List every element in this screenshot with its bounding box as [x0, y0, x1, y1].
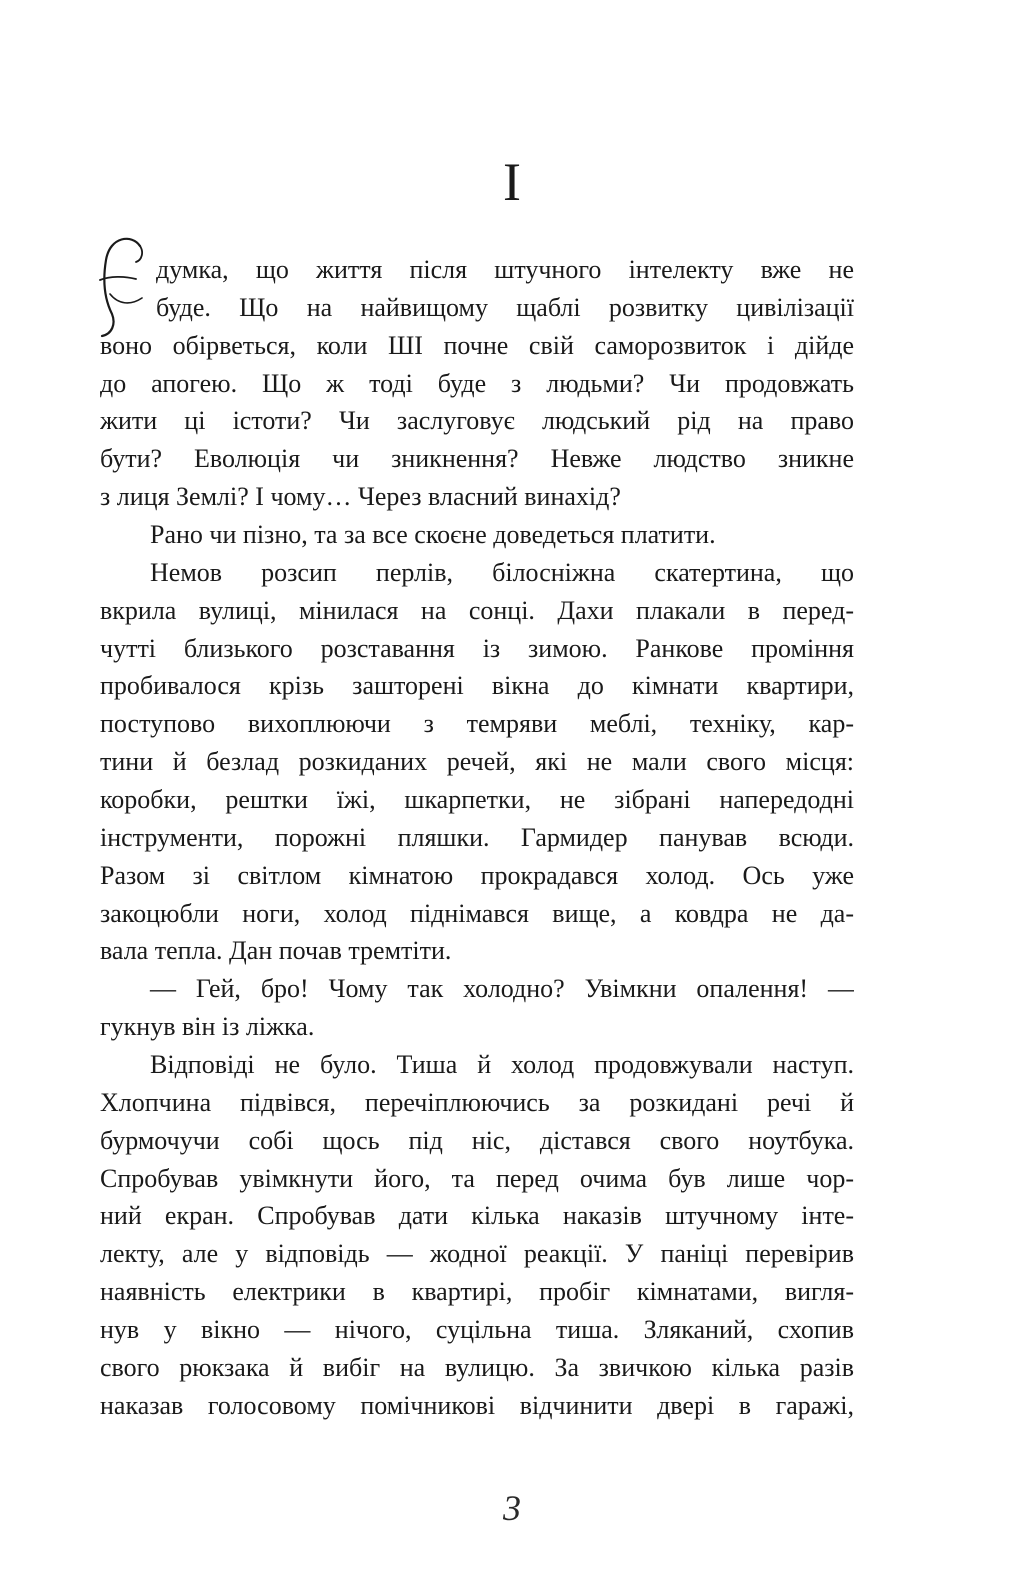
text-line: коробки, рештки їжі, шкарпетки, не зібрані напередодні	[100, 785, 854, 815]
text-line: Спробував увімкнути його, та перед очима був лише чор-	[100, 1163, 854, 1193]
chapter-title: I	[503, 152, 521, 212]
text-line: свого рюкзака й вибіг на вулицю. За звичкою кілька разів	[100, 1352, 854, 1382]
text-line: думка, що життя після штучного інтелекту вже не	[156, 255, 854, 284]
text-line: нув у вікно — нічого, суцільна тиша. Зляканий, схопив	[100, 1315, 854, 1345]
text-line: Відповіді не було. Тиша й холод продовжували наступ.	[150, 1050, 854, 1080]
text-line: Разом зі світлом кімнатою прокрадався холод. Ось уже	[100, 860, 854, 890]
text-line: наказав голосовому помічникові відчинити двері в гаражі,	[100, 1390, 854, 1420]
text-line: бути? Еволюція чи зникнення? Невже людство зникне	[100, 444, 854, 474]
text-line: до апогею. Що ж тоді буде з людьми? Чи продовжать	[100, 368, 854, 398]
text-line: — Гей, бро! Чому так холодно? Увімкни опалення! —	[150, 974, 854, 1004]
text-line: з лиця Землі? І чому… Через власний винахід?	[100, 482, 621, 512]
text-line: чутті близького розставання із зимою. Ранкове проміння	[100, 633, 854, 663]
text-line: вала тепла. Дан почав тремтіти.	[100, 936, 452, 966]
text-line: тини й безлад розкиданих речей, які не мали свого місця:	[100, 747, 854, 777]
text-line: ний екран. Спробував дати кілька наказів штучному інте-	[100, 1201, 854, 1231]
text-line: закоцюбли ноги, холод піднімався вище, а ковдра не да-	[100, 898, 854, 928]
page-number: 3	[503, 1488, 521, 1528]
text-line: воно обірветься, коли ШІ почне свій саморозвиток і дійде	[100, 330, 854, 360]
text-line: лекту, але у відповідь — жодної реакції. У паніці перевірив	[100, 1239, 854, 1269]
body-text	[100, 251, 854, 1425]
text-line: жити ці істоти? Чи заслуговує людський рід на право	[100, 406, 854, 436]
text-line: гукнув він із ліжка.	[100, 1012, 315, 1042]
text-line: Хлопчина підвівся, перечіплюючись за розкидані речі й	[100, 1087, 854, 1117]
text-line: пробивалося крізь зашторені вікна до кімнати квартири,	[100, 671, 854, 701]
text-line: інструменти, порожні пляшки. Гармидер панував всюди.	[100, 822, 854, 852]
text-line: бурмочучи собі щось під ніс, дістався свого ноутбука.	[100, 1125, 854, 1155]
text-line: Рано чи пізно, та за все скоєне доведеться платити.	[150, 520, 716, 550]
text-line: Немов розсип перлів, білосніжна скатертина, що	[150, 557, 854, 587]
text-line: буде. Що на найвищому щаблі розвитку цивілізації	[156, 292, 854, 322]
text-line: наявність електрики в квартирі, пробіг кімнатами, вигля-	[100, 1277, 854, 1307]
text-line: вкрила вулиці, мінилася на сонці. Дахи плакали в перед-	[100, 595, 854, 625]
text-line: поступово вихоплюючи з темряви меблі, техніку, кар-	[100, 709, 854, 739]
